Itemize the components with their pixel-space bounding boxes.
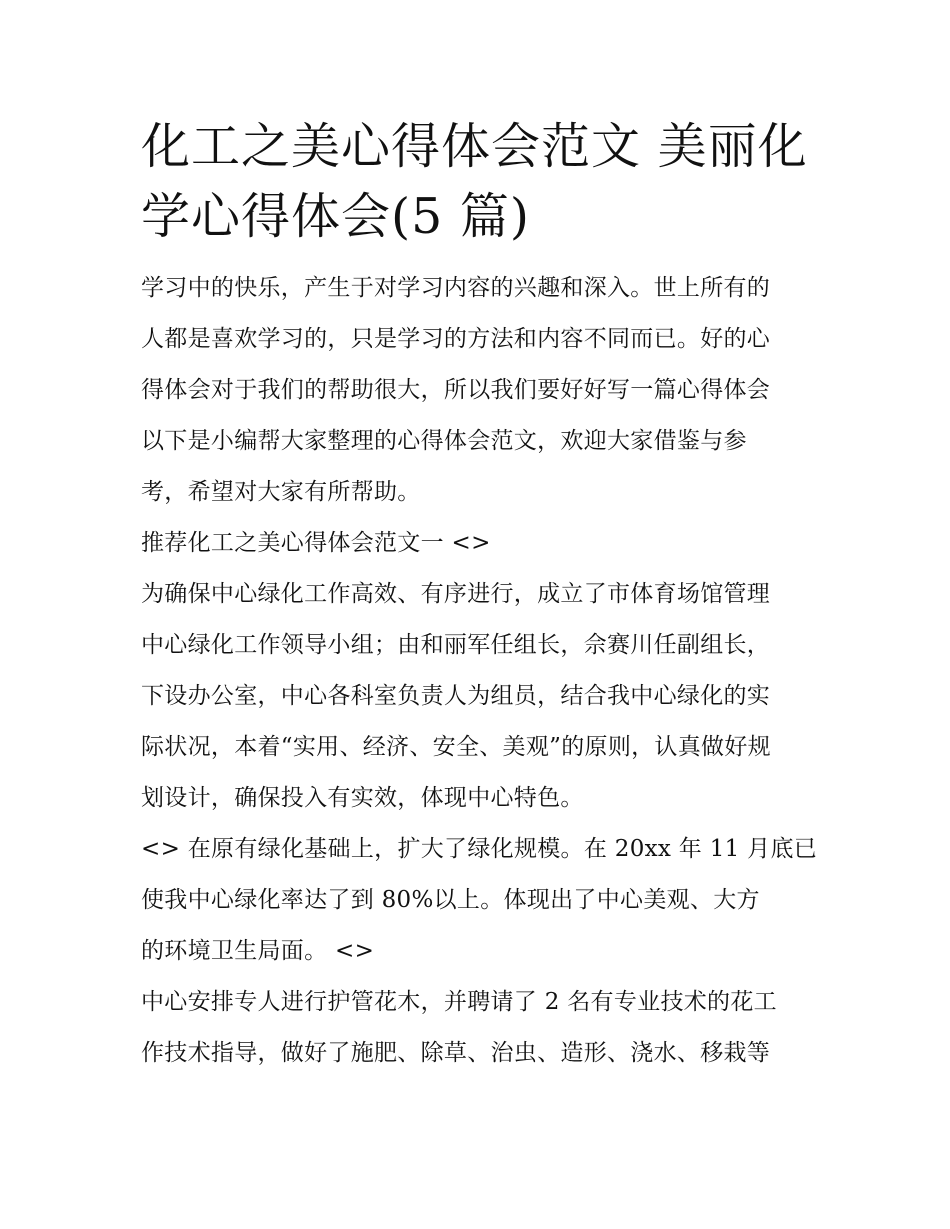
body-line-8: 中心绿化工作领导小组；由和丽军任组长，佘赛川任副组长， [141, 632, 771, 658]
body-line-9: 下设办公室，中心各科室负责人为组员，结合我中心绿化的实 [141, 683, 771, 709]
body-line-13: 使我中心绿化率达了到 80%以上。体现出了中心美观、大方 [141, 887, 760, 913]
body-line-1: 学习中的快乐，产生于对学习内容的兴趣和深入。世上所有的 [141, 275, 771, 301]
body-line-5: 考，希望对大家有所帮助。 [141, 479, 421, 505]
body-line-12: <> 在原有绿化基础上，扩大了绿化规模。在 20xx 年 11 月底已 [141, 836, 818, 862]
title-line-2: 学心得体会(5 篇) [141, 188, 530, 245]
body-line-11: 划设计，确保投入有实效，体现中心特色。 [141, 785, 584, 811]
document-page [141, 112, 831, 1079]
body-line-7: 为确保中心绿化工作高效、有序进行，成立了市体育场馆管理 [141, 581, 771, 607]
document-body [141, 263, 831, 1079]
body-line-14: 的环境卫生局面。 <> [141, 938, 375, 964]
title-line-1: 化工之美心得体会范文 美丽化 [141, 118, 808, 175]
document-title [141, 112, 831, 252]
body-line-4: 以下是小编帮大家整理的心得体会范文，欢迎大家借鉴与参 [141, 428, 747, 454]
body-line-2: 人都是喜欢学习的，只是学习的方法和内容不同而已。好的心 [141, 326, 771, 352]
body-line-3: 得体会对于我们的帮助很大，所以我们要好好写一篇心得体会 [141, 377, 771, 403]
section-heading-1: 推荐化工之美心得体会范文一 <> [141, 530, 491, 556]
body-line-16: 作技术指导，做好了施肥、除草、治虫、造形、浇水、移栽等 [141, 1040, 771, 1066]
body-line-10: 际状况，本着“实用、经济、安全、美观”的原则，认真做好规 [141, 734, 771, 760]
body-line-15: 中心安排专人进行护管花木，并聘请了 2 名有专业技术的花工 [141, 989, 777, 1015]
